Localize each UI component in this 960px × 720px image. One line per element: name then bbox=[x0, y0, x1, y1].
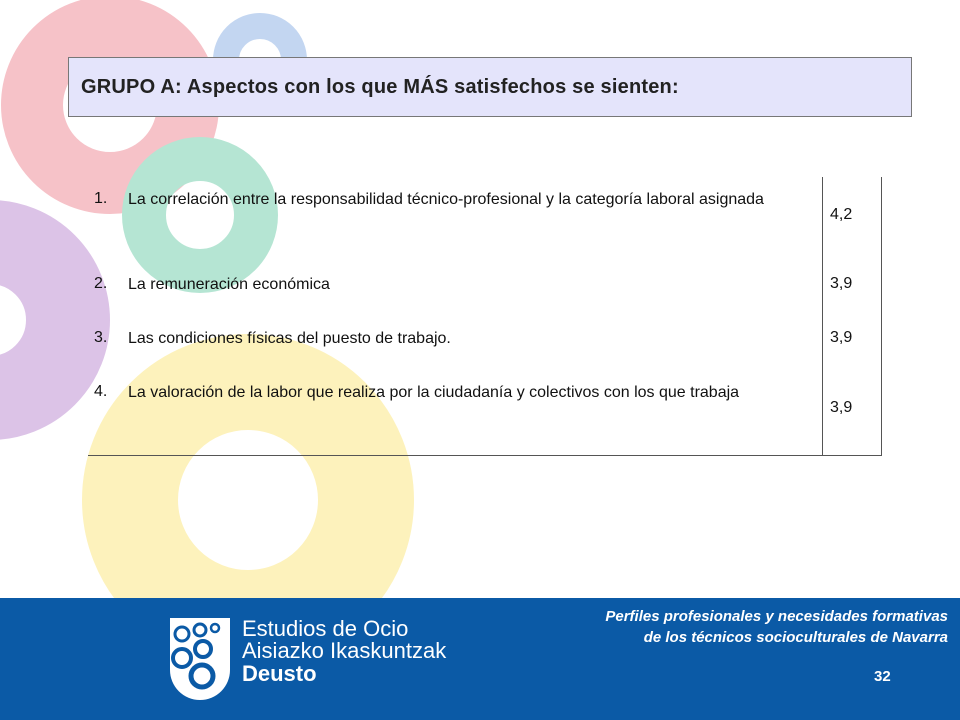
item-number: 2. bbox=[94, 275, 108, 292]
page-number: 32 bbox=[874, 668, 891, 685]
item-number: 1. bbox=[94, 190, 108, 207]
logo-line-3: Deusto bbox=[242, 661, 317, 686]
publication-title bbox=[605, 606, 948, 648]
footer-bar bbox=[0, 598, 960, 720]
item-number: 4. bbox=[94, 383, 108, 400]
satisfaction-table bbox=[88, 177, 882, 456]
page-title: GRUPO A: Aspectos con los que MÁS satisfechos se sienten: bbox=[81, 75, 679, 98]
logo-text bbox=[242, 618, 446, 686]
deco-circle-purple bbox=[0, 242, 68, 398]
column-divider bbox=[822, 177, 823, 455]
item-value: 3,9 bbox=[830, 275, 853, 292]
item-number: 3. bbox=[94, 329, 108, 346]
publication-line-2: de los técnicos socioculturales de Navarra bbox=[643, 629, 948, 646]
title-box bbox=[68, 57, 912, 117]
item-value: 4,2 bbox=[830, 206, 853, 223]
item-value: 3,9 bbox=[830, 329, 853, 346]
deusto-logo-icon bbox=[168, 616, 232, 702]
logo-line-1: Estudios de Ocio bbox=[242, 616, 409, 641]
item-text: Las condiciones físicas del puesto de trabajo. bbox=[128, 330, 451, 347]
item-text: La correlación entre la responsabilidad técnico-profesional y la categoría laboral asignada bbox=[128, 191, 764, 208]
logo-line-2: Aisiazko Ikaskuntzak bbox=[242, 638, 447, 663]
item-text: La valoración de la labor que realiza por la ciudadanía y colectivos con los que trabaja bbox=[128, 384, 740, 401]
publication-line-1: Perfiles profesionales y necesidades formativas bbox=[605, 608, 948, 625]
item-text: La remuneración económica bbox=[128, 276, 330, 293]
item-value: 3,9 bbox=[830, 399, 853, 416]
